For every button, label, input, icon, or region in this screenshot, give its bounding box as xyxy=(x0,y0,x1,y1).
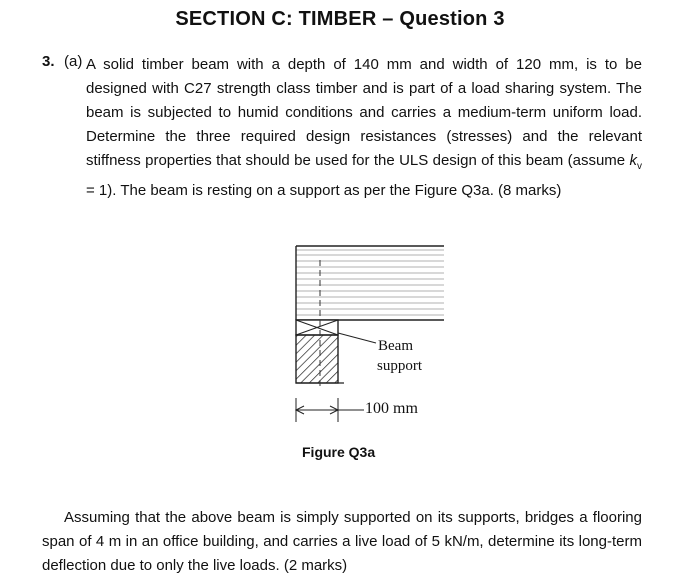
label-leader-line xyxy=(338,333,376,343)
question-number: 3. xyxy=(42,53,55,70)
dimension-label: 100 mm xyxy=(365,400,418,417)
beam-support-figure xyxy=(284,238,454,438)
support-label: support xyxy=(377,358,422,374)
section-title: SECTION C: TIMBER – Question 3 xyxy=(175,8,505,30)
question-b-text: Assuming that the above beam is simply supported on its supports, bridges a flooring span of 4 m in an office building, and carries a live load of 5 kN/m, determine its long-term deflection due to only the live loads. (2 marks) xyxy=(42,509,642,574)
bearing-plate xyxy=(296,320,338,335)
k-subscript: v xyxy=(637,161,642,172)
dimension-line xyxy=(296,398,364,422)
question-a-text-end: = 1). The beam is resting on a support as per the Figure Q3a. (8 marks) xyxy=(86,182,562,199)
question-a-text-start: A solid timber beam with a depth of 140 mm and width of 120 mm, is to be designed with C27 strength class timber and is part of a load sharing system. The beam is subjected to humid conditions and carries a medium-term uniform load. Determine the three required design resistances (stresses) and the relevant stiffness properties that should be used for the ULS design of this beam (assume xyxy=(86,56,642,169)
k-symbol: k xyxy=(629,152,637,169)
question-part-label: (a) xyxy=(64,53,83,70)
figure-caption: Figure Q3a xyxy=(302,444,376,460)
question-a-text xyxy=(86,53,642,203)
beam-label: Beam xyxy=(378,338,413,354)
beam-body xyxy=(296,246,444,320)
